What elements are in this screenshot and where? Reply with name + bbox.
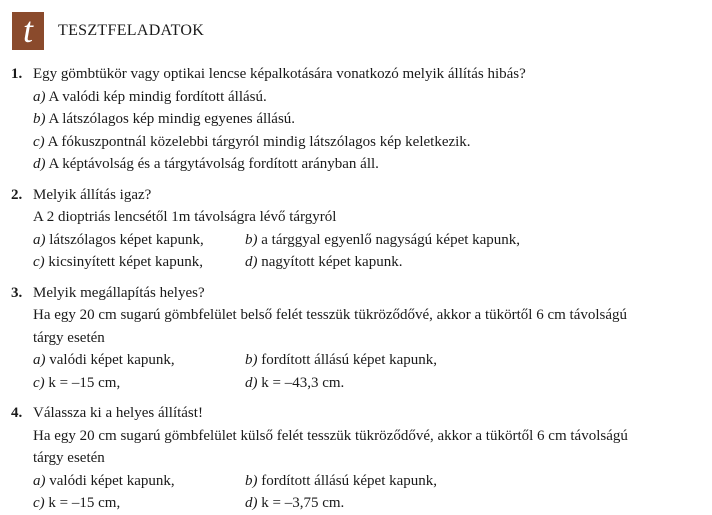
question-text: Melyik állítás igaz?	[33, 186, 152, 203]
option-letter: b)	[245, 352, 258, 368]
question-text: Egy gömbtükör vagy optikai lencse képalkotására vonatkozó melyik állítás hibás?	[33, 66, 526, 82]
question-title	[11, 402, 701, 425]
option-d	[245, 372, 701, 395]
option-c	[33, 492, 245, 515]
option-c	[33, 372, 245, 395]
option-b	[11, 108, 701, 131]
option-a	[33, 229, 245, 252]
option-a	[33, 349, 245, 372]
option-text: a tárggyal egyenlő nagyságú képet kapunk,	[261, 231, 521, 248]
question-4	[11, 402, 701, 515]
option-text: fordított állású képet kapunk,	[261, 472, 438, 489]
option-text: nagyított képet kapunk.	[261, 254, 403, 270]
question-title	[11, 282, 701, 305]
section-logo	[12, 12, 44, 50]
question-number: 3.	[11, 284, 23, 301]
option-text: A látszólagos kép mindig egyenes állású.	[48, 111, 296, 127]
option-b	[245, 229, 701, 252]
question-number: 2.	[11, 186, 23, 203]
option-d	[245, 492, 701, 515]
option-letter: c)	[33, 254, 45, 270]
question-title	[11, 184, 701, 207]
option-letter: d)	[245, 495, 258, 511]
option-letter: a)	[33, 88, 46, 105]
option-letter: d)	[245, 254, 258, 270]
question-1	[11, 63, 701, 176]
option-row	[11, 229, 701, 252]
option-text: fordított állású képet kapunk,	[261, 352, 438, 368]
question-2	[11, 184, 701, 274]
option-text: A fókuszpontnál közelebbi tárgyról mindig látszólagos kép keletkezik.	[47, 133, 471, 150]
option-d	[245, 251, 701, 274]
option-letter: a)	[33, 352, 46, 368]
option-letter: d)	[245, 374, 258, 391]
option-text: k = –15 cm,	[48, 374, 121, 391]
option-letter: a)	[33, 472, 46, 489]
option-text: k = –15 cm,	[48, 495, 121, 511]
option-b	[245, 470, 701, 493]
option-letter: a)	[33, 231, 46, 248]
option-row	[11, 372, 701, 395]
option-letter: b)	[33, 111, 46, 127]
option-text: A valódi kép mindig fordított állású.	[48, 88, 267, 105]
option-letter: b)	[245, 231, 258, 248]
question-stem: A 2 dioptriás lencsétől 1m távolságra lévő tárgyról	[33, 209, 337, 225]
question-3	[11, 282, 701, 395]
option-letter: c)	[33, 374, 45, 391]
question-text: Melyik megállapítás helyes?	[33, 284, 205, 301]
option-c	[33, 251, 245, 274]
question-stem: Ha egy 20 cm sugarú gömbfelület külső felét tesszük tükröződővé, akkor a tükörtől 6 cm távolságú	[33, 427, 628, 444]
page-header	[12, 12, 204, 50]
option-text: valódi képet kapunk,	[49, 472, 175, 489]
option-text: k = –43,3 cm.	[261, 374, 345, 391]
question-stem: tárgy esetén	[33, 450, 105, 466]
question-text: Válassza ki a helyes állítást!	[33, 405, 203, 421]
option-text: látszólagos képet kapunk,	[49, 231, 204, 248]
option-d	[11, 153, 701, 176]
question-title	[11, 63, 701, 86]
option-letter: c)	[33, 495, 45, 511]
question-stem: Ha egy 20 cm sugarú gömbfelület belső felét tesszük tükröződővé, akkor a tükörtől 6 cm távolságú	[33, 307, 628, 323]
option-row	[11, 349, 701, 372]
option-row	[11, 492, 701, 515]
option-text: A képtávolság és a tárgytávolság fordított arányban áll.	[48, 156, 379, 172]
option-row	[11, 251, 701, 274]
option-c	[11, 131, 701, 154]
option-a	[11, 86, 701, 109]
option-text: valódi képet kapunk,	[49, 352, 175, 368]
question-stem: tárgy esetén	[33, 329, 105, 346]
option-letter: d)	[33, 156, 46, 172]
question-number: 1.	[11, 66, 23, 82]
option-text: k = –3,75 cm.	[261, 495, 345, 511]
question-list	[11, 63, 701, 515]
option-letter: c)	[33, 133, 45, 150]
question-number: 4.	[11, 405, 23, 421]
logo-letter: t	[22, 10, 33, 50]
option-a	[33, 470, 245, 493]
option-row	[11, 470, 701, 493]
option-text: kicsinyített képet kapunk,	[48, 254, 203, 270]
option-letter: b)	[245, 472, 258, 489]
section-title: TESZTFELADATOK	[58, 22, 205, 39]
option-b	[245, 349, 701, 372]
